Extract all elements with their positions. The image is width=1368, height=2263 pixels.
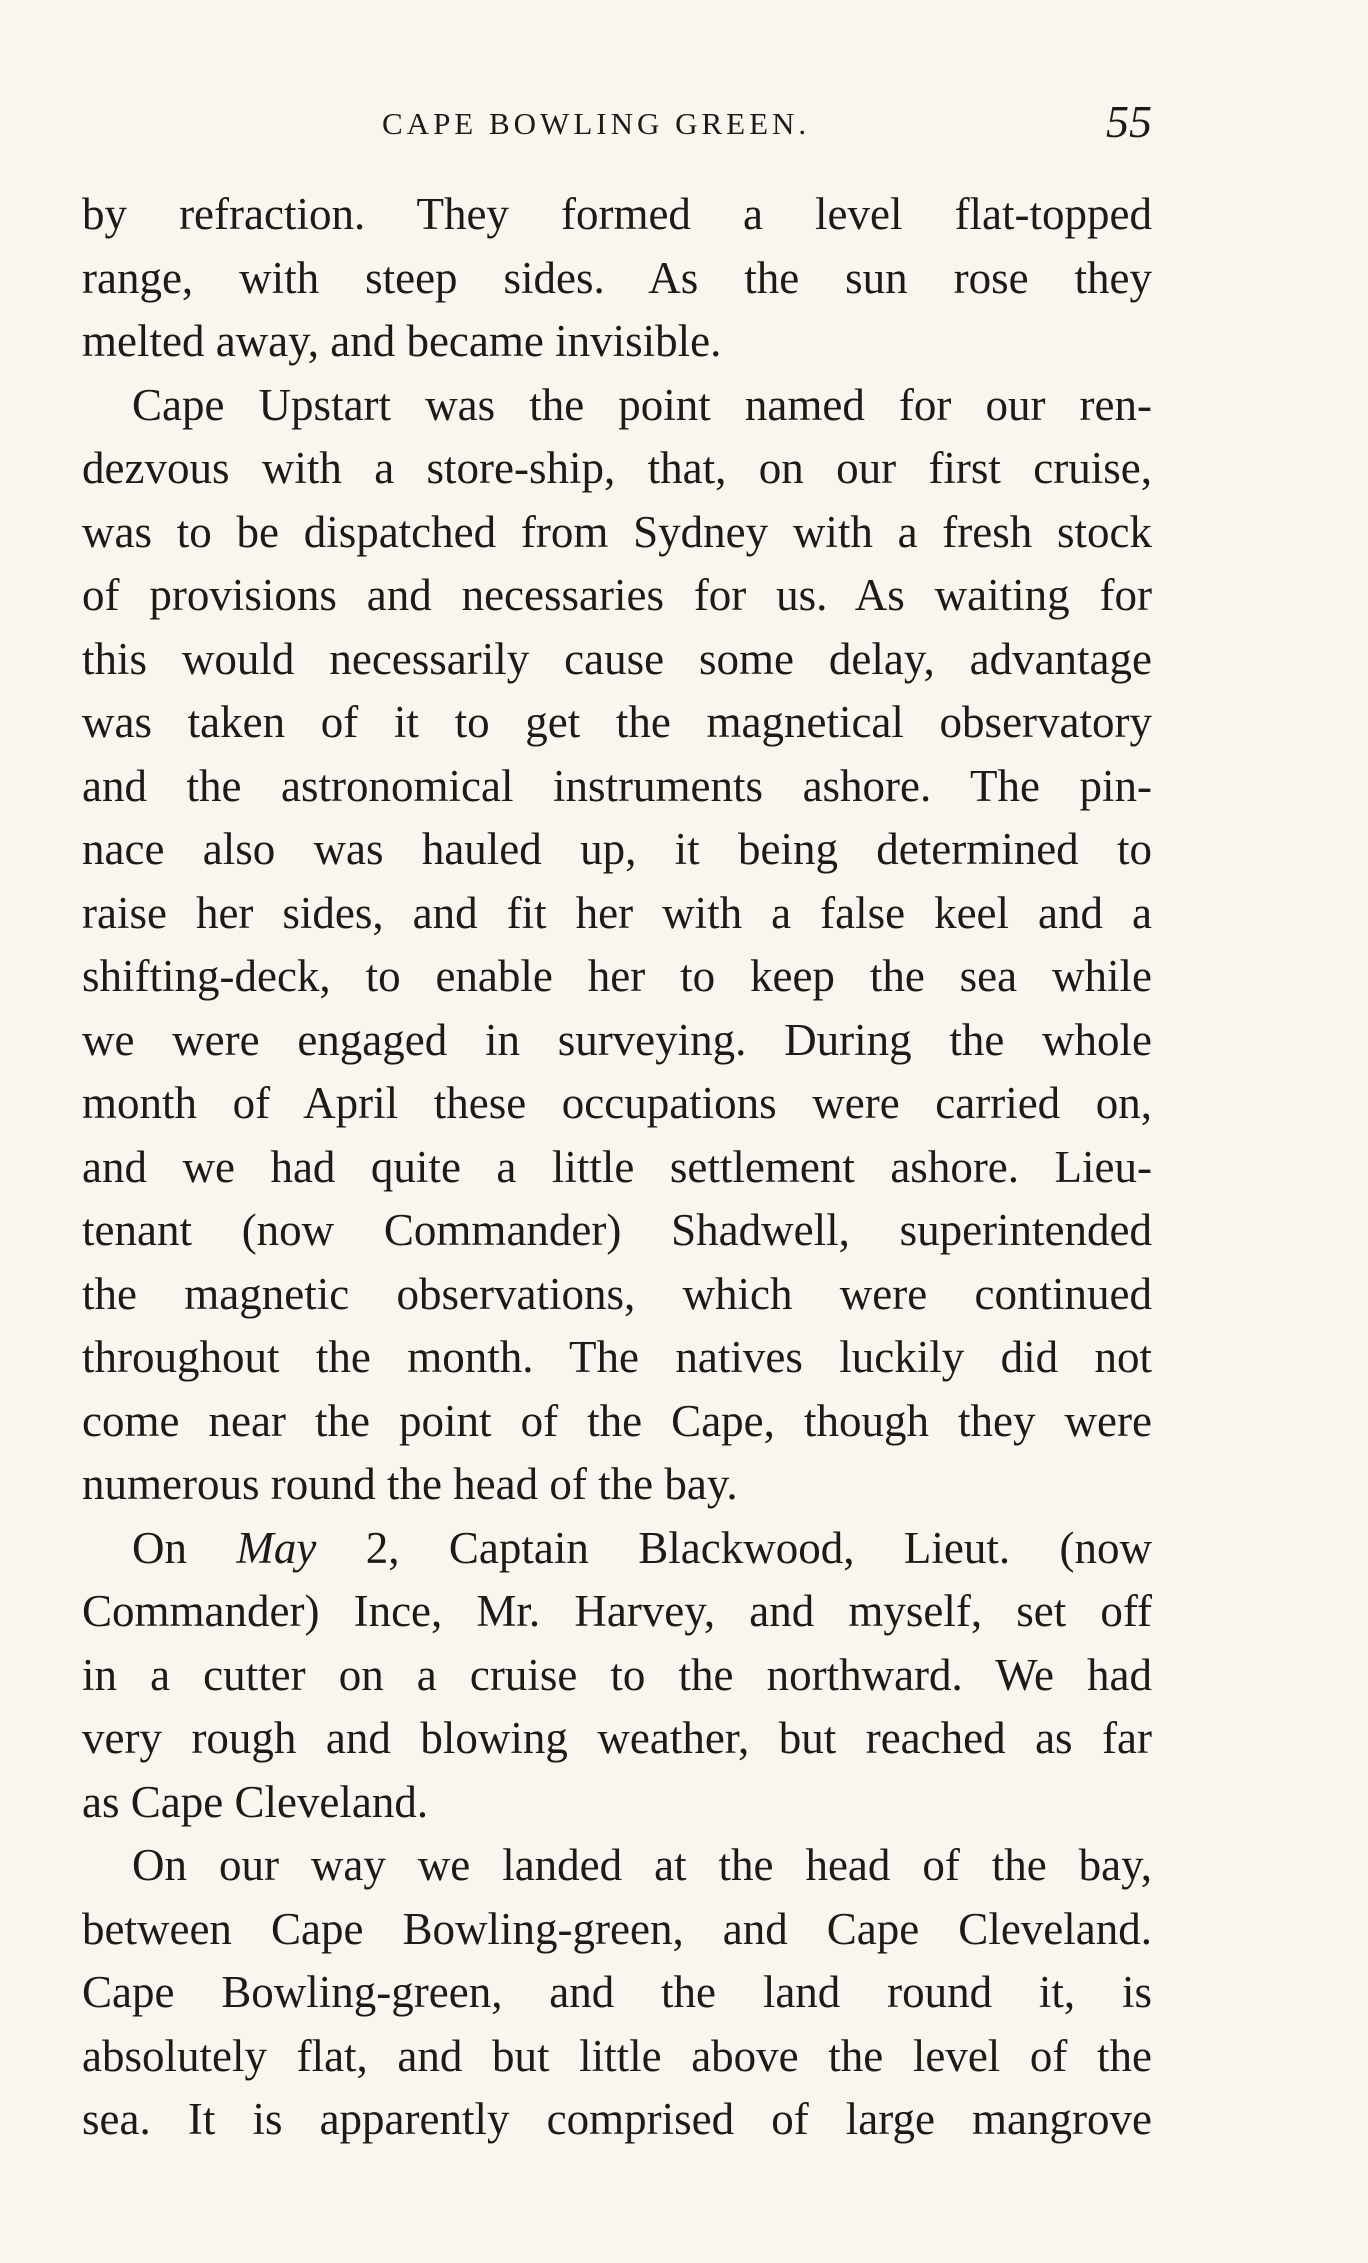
page-header <box>82 96 1152 162</box>
page-number: 55 <box>1106 96 1152 147</box>
paragraph <box>82 1517 1152 1835</box>
running-head: CAPE BOWLING GREEN. <box>382 106 811 141</box>
date-rest: 2, Captain Blackwood, Lieut. (now <box>316 1522 1152 1573</box>
text-line: come near the point of the Cape, though they were <box>82 1395 1152 1446</box>
date-month: May <box>236 1522 317 1573</box>
text-line: tenant (now Commander) Shadwell, superintended <box>82 1205 1152 1255</box>
text-line: Cape Upstart was the point named for our ren- <box>132 379 1152 430</box>
text-line: absolutely flat, and but little above the level of the <box>82 2030 1152 2081</box>
paragraph <box>82 1834 1152 2152</box>
body-text <box>82 183 1152 2152</box>
text-line: melted away, and became invisible. <box>82 316 722 366</box>
text-line: of provisions and necessaries for us. As waiting for <box>82 570 1152 620</box>
text-line: range, with steep sides. As the sun rose they <box>82 252 1152 303</box>
text-line <box>82 1517 1152 1581</box>
text-line: we were engaged in surveying. During the whole <box>82 1014 1152 1065</box>
text-line: On our way we landed at the head of the bay, <box>132 1840 1152 1890</box>
text-line: was to be dispatched from Sydney with a fresh stock <box>82 506 1152 557</box>
text-line: was taken of it to get the magnetical observatory <box>82 697 1152 747</box>
text-line: and the astronomical instruments ashore. The pin- <box>82 760 1152 811</box>
text-line: by refraction. They formed a level flat-topped <box>82 189 1152 239</box>
text-line: numerous round the head of the bay. <box>82 1459 738 1509</box>
text-line: between Cape Bowling-green, and Cape Cleveland. <box>82 1903 1152 1954</box>
text-line: and we had quite a little settlement ashore. Lieu- <box>82 1141 1152 1192</box>
text-line: in a cutter on a cruise to the northward. We had <box>82 1649 1152 1700</box>
text-line: Cape Bowling-green, and the land round it, is <box>82 1967 1152 2017</box>
text-line: throughout the month. The natives luckily did not <box>82 1332 1152 1382</box>
text-line: dezvous with a store-ship, that, on our first cruise, <box>82 443 1152 493</box>
text-line: shifting-deck, to enable her to keep the sea while <box>82 951 1152 1001</box>
text-line: nace also was hauled up, it being determined to <box>82 824 1152 874</box>
text-line: sea. It is apparently comprised of large mangrove <box>82 2094 1152 2144</box>
paragraph <box>82 374 1152 1517</box>
date-prefix: On <box>132 1522 237 1573</box>
text-line: Commander) Ince, Mr. Harvey, and myself, set off <box>82 1586 1152 1636</box>
text-line: raise her sides, and fit her with a false keel and a <box>82 887 1152 938</box>
paragraph <box>82 183 1152 374</box>
text-line: as Cape Cleveland. <box>82 1776 429 1827</box>
text-line: the magnetic observations, which were continued <box>82 1268 1152 1319</box>
text-line: month of April these occupations were carried on, <box>82 1078 1152 1128</box>
text-line: this would necessarily cause some delay, advantage <box>82 633 1152 684</box>
text-line: very rough and blowing weather, but reached as far <box>82 1713 1152 1763</box>
